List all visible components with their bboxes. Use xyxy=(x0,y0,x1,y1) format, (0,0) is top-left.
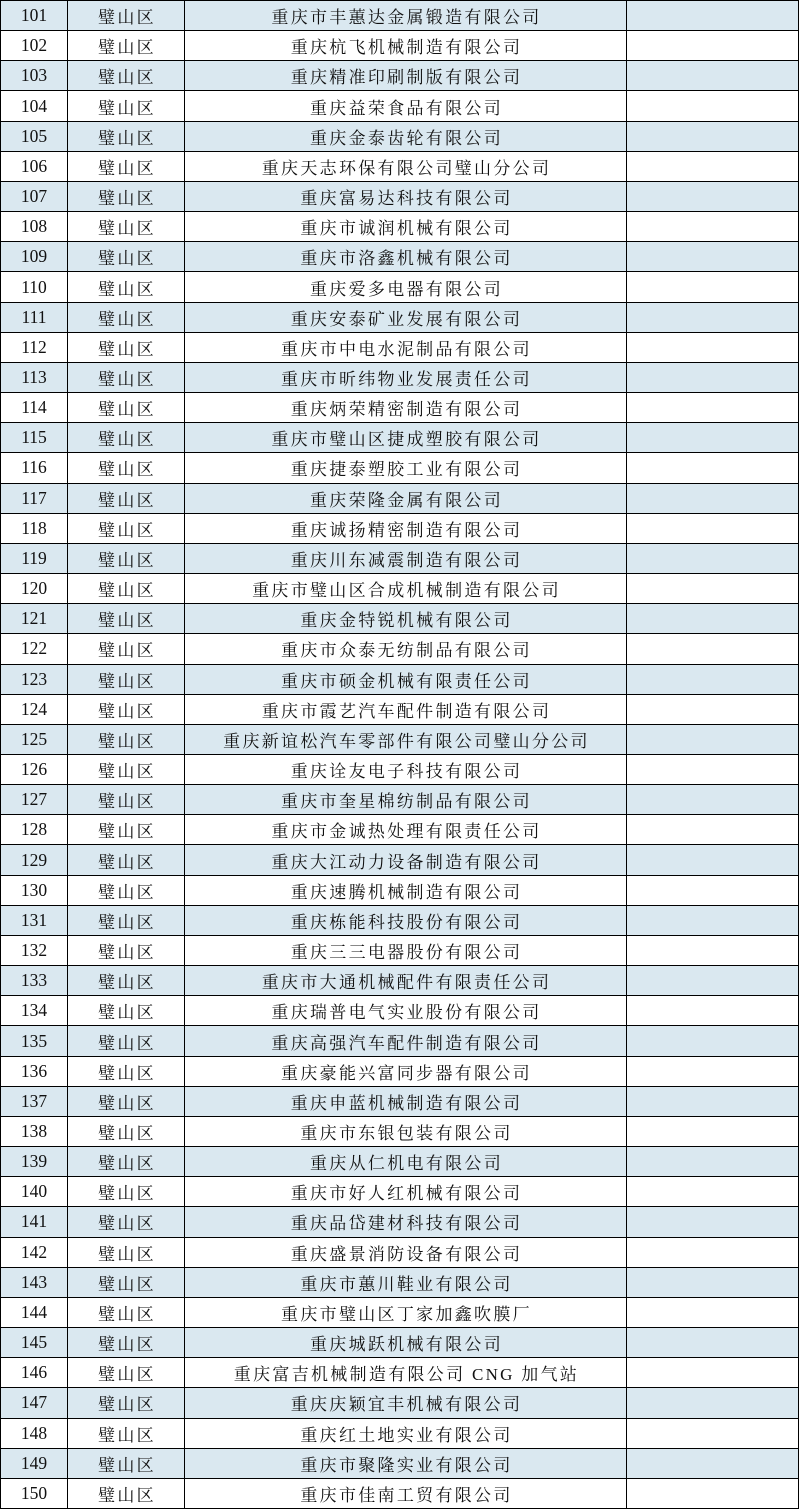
row-number-cell: 135 xyxy=(1,1026,68,1056)
remark-cell xyxy=(627,845,799,875)
company-name-cell: 重庆市蕙川鞋业有限公司 xyxy=(185,1268,627,1298)
company-name-cell: 重庆市大通机械配件有限责任公司 xyxy=(185,966,627,996)
remark-cell xyxy=(627,31,799,61)
remark-cell xyxy=(627,665,799,695)
remark-cell xyxy=(627,966,799,996)
table-row xyxy=(1,1177,799,1207)
company-name-cell: 重庆精准印刷制版有限公司 xyxy=(185,61,627,91)
company-name-cell: 重庆市昕纬物业发展责任公司 xyxy=(185,363,627,393)
remark-cell xyxy=(627,785,799,815)
row-number-cell: 111 xyxy=(1,303,68,333)
remark-cell xyxy=(627,574,799,604)
table-row xyxy=(1,876,799,906)
table-row xyxy=(1,484,799,514)
remark-cell xyxy=(627,1479,799,1509)
table-row xyxy=(1,61,799,91)
table-row xyxy=(1,393,799,423)
company-name-cell: 重庆新谊松汽车零部件有限公司璧山分公司 xyxy=(185,725,627,755)
company-name-cell: 重庆速腾机械制造有限公司 xyxy=(185,876,627,906)
company-name-cell: 重庆市璧山区丁家加鑫吹膜厂 xyxy=(185,1298,627,1328)
row-number-cell: 120 xyxy=(1,574,68,604)
row-number-cell: 117 xyxy=(1,484,68,514)
table-row xyxy=(1,996,799,1026)
row-number-cell: 113 xyxy=(1,363,68,393)
company-name-cell: 重庆市东银包装有限公司 xyxy=(185,1117,627,1147)
row-number-cell: 130 xyxy=(1,876,68,906)
remark-cell xyxy=(627,1298,799,1328)
company-name-cell: 重庆红土地实业有限公司 xyxy=(185,1419,627,1449)
table-row xyxy=(1,695,799,725)
row-number-cell: 102 xyxy=(1,31,68,61)
table-row xyxy=(1,665,799,695)
district-cell: 璧山区 xyxy=(68,1419,185,1449)
remark-cell xyxy=(627,1177,799,1207)
table-row xyxy=(1,966,799,996)
district-cell: 璧山区 xyxy=(68,514,185,544)
district-cell: 璧山区 xyxy=(68,333,185,363)
row-number-cell: 119 xyxy=(1,544,68,574)
row-number-cell: 106 xyxy=(1,152,68,182)
remark-cell xyxy=(627,242,799,272)
table-row xyxy=(1,1419,799,1449)
row-number-cell: 122 xyxy=(1,634,68,664)
remark-cell xyxy=(627,936,799,966)
district-cell: 璧山区 xyxy=(68,212,185,242)
table-row xyxy=(1,272,799,302)
row-number-cell: 148 xyxy=(1,1419,68,1449)
table-row xyxy=(1,1117,799,1147)
district-cell: 璧山区 xyxy=(68,544,185,574)
remark-cell xyxy=(627,1358,799,1388)
district-cell: 璧山区 xyxy=(68,1449,185,1479)
remark-cell xyxy=(627,604,799,634)
district-cell: 璧山区 xyxy=(68,1268,185,1298)
remark-cell xyxy=(627,152,799,182)
row-number-cell: 129 xyxy=(1,845,68,875)
table-row xyxy=(1,1328,799,1358)
row-number-cell: 149 xyxy=(1,1449,68,1479)
district-cell: 璧山区 xyxy=(68,1298,185,1328)
table-row xyxy=(1,544,799,574)
company-name-cell: 重庆杭飞机械制造有限公司 xyxy=(185,31,627,61)
district-cell: 璧山区 xyxy=(68,1,185,31)
table-row xyxy=(1,936,799,966)
district-cell: 璧山区 xyxy=(68,1087,185,1117)
company-name-cell: 重庆爱多电器有限公司 xyxy=(185,272,627,302)
company-name-cell: 重庆三三电器股份有限公司 xyxy=(185,936,627,966)
company-name-cell: 重庆市霞艺汽车配件制造有限公司 xyxy=(185,695,627,725)
district-cell: 璧山区 xyxy=(68,1117,185,1147)
company-name-cell: 重庆富易达科技有限公司 xyxy=(185,182,627,212)
table-row xyxy=(1,91,799,121)
remark-cell xyxy=(627,91,799,121)
district-cell: 璧山区 xyxy=(68,574,185,604)
row-number-cell: 132 xyxy=(1,936,68,966)
company-name-cell: 重庆豪能兴富同步器有限公司 xyxy=(185,1057,627,1087)
row-number-cell: 142 xyxy=(1,1238,68,1268)
company-name-cell: 重庆品岱建材科技有限公司 xyxy=(185,1207,627,1237)
remark-cell xyxy=(627,1057,799,1087)
remark-cell xyxy=(627,61,799,91)
row-number-cell: 103 xyxy=(1,61,68,91)
district-cell: 璧山区 xyxy=(68,1479,185,1509)
row-number-cell: 145 xyxy=(1,1328,68,1358)
row-number-cell: 139 xyxy=(1,1147,68,1177)
district-cell: 璧山区 xyxy=(68,604,185,634)
remark-cell xyxy=(627,544,799,574)
company-name-cell: 重庆市金诚热处理有限责任公司 xyxy=(185,815,627,845)
table-row xyxy=(1,333,799,363)
district-cell: 璧山区 xyxy=(68,453,185,483)
row-number-cell: 112 xyxy=(1,333,68,363)
district-cell: 璧山区 xyxy=(68,272,185,302)
district-cell: 璧山区 xyxy=(68,755,185,785)
company-name-cell: 重庆益荣食品有限公司 xyxy=(185,91,627,121)
company-name-cell: 重庆金泰齿轮有限公司 xyxy=(185,122,627,152)
company-name-cell: 重庆高强汽车配件制造有限公司 xyxy=(185,1026,627,1056)
row-number-cell: 108 xyxy=(1,212,68,242)
remark-cell xyxy=(627,333,799,363)
remark-cell xyxy=(627,695,799,725)
district-cell: 璧山区 xyxy=(68,1388,185,1418)
table-row xyxy=(1,1238,799,1268)
row-number-cell: 105 xyxy=(1,122,68,152)
company-name-cell: 重庆天志环保有限公司璧山分公司 xyxy=(185,152,627,182)
remark-cell xyxy=(627,1087,799,1117)
district-cell: 璧山区 xyxy=(68,363,185,393)
company-name-cell: 重庆市璧山区捷成塑胶有限公司 xyxy=(185,423,627,453)
row-number-cell: 134 xyxy=(1,996,68,1026)
remark-cell xyxy=(627,1268,799,1298)
table-row xyxy=(1,363,799,393)
remark-cell xyxy=(627,725,799,755)
company-name-cell: 重庆诠友电子科技有限公司 xyxy=(185,755,627,785)
table-row xyxy=(1,182,799,212)
remark-cell xyxy=(627,1238,799,1268)
district-cell: 璧山区 xyxy=(68,1238,185,1268)
table-row xyxy=(1,152,799,182)
district-cell: 璧山区 xyxy=(68,122,185,152)
district-cell: 璧山区 xyxy=(68,845,185,875)
company-name-cell: 重庆申蓝机械制造有限公司 xyxy=(185,1087,627,1117)
district-cell: 璧山区 xyxy=(68,996,185,1026)
row-number-cell: 125 xyxy=(1,725,68,755)
remark-cell xyxy=(627,634,799,664)
table-row xyxy=(1,1087,799,1117)
remark-cell xyxy=(627,484,799,514)
district-cell: 璧山区 xyxy=(68,303,185,333)
district-cell: 璧山区 xyxy=(68,1026,185,1056)
district-cell: 璧山区 xyxy=(68,1358,185,1388)
company-name-cell: 重庆市众泰无纺制品有限公司 xyxy=(185,634,627,664)
table-row xyxy=(1,1,799,31)
remark-cell xyxy=(627,514,799,544)
table-row xyxy=(1,574,799,604)
table-row xyxy=(1,453,799,483)
district-cell: 璧山区 xyxy=(68,815,185,845)
company-name-cell: 重庆瑞普电气实业股份有限公司 xyxy=(185,996,627,1026)
row-number-cell: 150 xyxy=(1,1479,68,1509)
remark-cell xyxy=(627,212,799,242)
table-row xyxy=(1,31,799,61)
district-cell: 璧山区 xyxy=(68,695,185,725)
row-number-cell: 131 xyxy=(1,906,68,936)
remark-cell xyxy=(627,1328,799,1358)
table-row xyxy=(1,785,799,815)
remark-cell xyxy=(627,1419,799,1449)
row-number-cell: 147 xyxy=(1,1388,68,1418)
district-cell: 璧山区 xyxy=(68,31,185,61)
company-name-cell: 重庆从仁机电有限公司 xyxy=(185,1147,627,1177)
table-row xyxy=(1,634,799,664)
company-name-cell: 重庆荣隆金属有限公司 xyxy=(185,484,627,514)
row-number-cell: 123 xyxy=(1,665,68,695)
row-number-cell: 114 xyxy=(1,393,68,423)
table-row xyxy=(1,845,799,875)
row-number-cell: 126 xyxy=(1,755,68,785)
table-row xyxy=(1,423,799,453)
district-cell: 璧山区 xyxy=(68,785,185,815)
remark-cell xyxy=(627,423,799,453)
remark-cell xyxy=(627,272,799,302)
district-cell: 璧山区 xyxy=(68,725,185,755)
row-number-cell: 116 xyxy=(1,453,68,483)
remark-cell xyxy=(627,182,799,212)
district-cell: 璧山区 xyxy=(68,242,185,272)
company-name-cell: 重庆市硕金机械有限责任公司 xyxy=(185,665,627,695)
table-row xyxy=(1,212,799,242)
remark-cell xyxy=(627,363,799,393)
district-cell: 璧山区 xyxy=(68,152,185,182)
table-row xyxy=(1,1358,799,1388)
table-row xyxy=(1,514,799,544)
remark-cell xyxy=(627,453,799,483)
district-cell: 璧山区 xyxy=(68,1147,185,1177)
district-cell: 璧山区 xyxy=(68,423,185,453)
remark-cell xyxy=(627,1147,799,1177)
row-number-cell: 136 xyxy=(1,1057,68,1087)
remark-cell xyxy=(627,1388,799,1418)
company-name-cell: 重庆富吉机械制造有限公司 CNG 加气站 xyxy=(185,1358,627,1388)
table-row xyxy=(1,242,799,272)
district-cell: 璧山区 xyxy=(68,484,185,514)
row-number-cell: 107 xyxy=(1,182,68,212)
company-name-cell: 重庆市丰蕙达金属锻造有限公司 xyxy=(185,1,627,31)
row-number-cell: 138 xyxy=(1,1117,68,1147)
company-name-cell: 重庆市璧山区合成机械制造有限公司 xyxy=(185,574,627,604)
company-name-cell: 重庆诚扬精密制造有限公司 xyxy=(185,514,627,544)
row-number-cell: 140 xyxy=(1,1177,68,1207)
table-row xyxy=(1,815,799,845)
company-name-cell: 重庆市佳南工贸有限公司 xyxy=(185,1479,627,1509)
company-name-cell: 重庆栋能科技股份有限公司 xyxy=(185,906,627,936)
table-row xyxy=(1,122,799,152)
row-number-cell: 144 xyxy=(1,1298,68,1328)
company-name-cell: 重庆市中电水泥制品有限公司 xyxy=(185,333,627,363)
remark-cell xyxy=(627,876,799,906)
district-cell: 璧山区 xyxy=(68,1207,185,1237)
company-name-cell: 重庆城跃机械有限公司 xyxy=(185,1328,627,1358)
company-name-cell: 重庆庆颖宜丰机械有限公司 xyxy=(185,1388,627,1418)
remark-cell xyxy=(627,996,799,1026)
row-number-cell: 133 xyxy=(1,966,68,996)
remark-cell xyxy=(627,1026,799,1056)
company-name-cell: 重庆市诚润机械有限公司 xyxy=(185,212,627,242)
table-row xyxy=(1,725,799,755)
remark-cell xyxy=(627,815,799,845)
district-cell: 璧山区 xyxy=(68,61,185,91)
row-number-cell: 137 xyxy=(1,1087,68,1117)
district-cell: 璧山区 xyxy=(68,182,185,212)
row-number-cell: 124 xyxy=(1,695,68,725)
district-cell: 璧山区 xyxy=(68,936,185,966)
row-number-cell: 118 xyxy=(1,514,68,544)
remark-cell xyxy=(627,906,799,936)
table-row xyxy=(1,1449,799,1479)
company-name-cell: 重庆川东减震制造有限公司 xyxy=(185,544,627,574)
company-name-cell: 重庆金特锐机械有限公司 xyxy=(185,604,627,634)
row-number-cell: 101 xyxy=(1,1,68,31)
district-cell: 璧山区 xyxy=(68,91,185,121)
company-name-cell: 重庆安泰矿业发展有限公司 xyxy=(185,303,627,333)
table-row xyxy=(1,1268,799,1298)
remark-cell xyxy=(627,303,799,333)
table-row xyxy=(1,1298,799,1328)
row-number-cell: 110 xyxy=(1,272,68,302)
district-cell: 璧山区 xyxy=(68,906,185,936)
table-row xyxy=(1,906,799,936)
company-name-cell: 重庆市好人红机械有限公司 xyxy=(185,1177,627,1207)
row-number-cell: 143 xyxy=(1,1268,68,1298)
row-number-cell: 141 xyxy=(1,1207,68,1237)
district-cell: 璧山区 xyxy=(68,1057,185,1087)
table-row xyxy=(1,1479,799,1509)
remark-cell xyxy=(627,1449,799,1479)
table-row xyxy=(1,303,799,333)
row-number-cell: 115 xyxy=(1,423,68,453)
district-cell: 璧山区 xyxy=(68,634,185,664)
district-cell: 璧山区 xyxy=(68,1177,185,1207)
table-row xyxy=(1,1147,799,1177)
district-cell: 璧山区 xyxy=(68,393,185,423)
remark-cell xyxy=(627,393,799,423)
remark-cell xyxy=(627,1207,799,1237)
row-number-cell: 146 xyxy=(1,1358,68,1388)
table-row xyxy=(1,1057,799,1087)
district-cell: 璧山区 xyxy=(68,1328,185,1358)
table-row xyxy=(1,1026,799,1056)
district-cell: 璧山区 xyxy=(68,966,185,996)
district-cell: 璧山区 xyxy=(68,876,185,906)
company-name-cell: 重庆市聚隆实业有限公司 xyxy=(185,1449,627,1479)
table-row xyxy=(1,755,799,785)
company-name-cell: 重庆盛景消防设备有限公司 xyxy=(185,1238,627,1268)
company-name-cell: 重庆市洛鑫机械有限公司 xyxy=(185,242,627,272)
table-row xyxy=(1,1388,799,1418)
table-row xyxy=(1,604,799,634)
row-number-cell: 128 xyxy=(1,815,68,845)
remark-cell xyxy=(627,122,799,152)
row-number-cell: 104 xyxy=(1,91,68,121)
company-name-cell: 重庆炳荣精密制造有限公司 xyxy=(185,393,627,423)
company-name-cell: 重庆大江动力设备制造有限公司 xyxy=(185,845,627,875)
company-name-cell: 重庆市奎星棉纺制品有限公司 xyxy=(185,785,627,815)
district-cell: 璧山区 xyxy=(68,665,185,695)
row-number-cell: 109 xyxy=(1,242,68,272)
row-number-cell: 121 xyxy=(1,604,68,634)
remark-cell xyxy=(627,755,799,785)
table-row xyxy=(1,1207,799,1237)
row-number-cell: 127 xyxy=(1,785,68,815)
remark-cell xyxy=(627,1117,799,1147)
remark-cell xyxy=(627,1,799,31)
company-name-cell: 重庆捷泰塑胶工业有限公司 xyxy=(185,453,627,483)
